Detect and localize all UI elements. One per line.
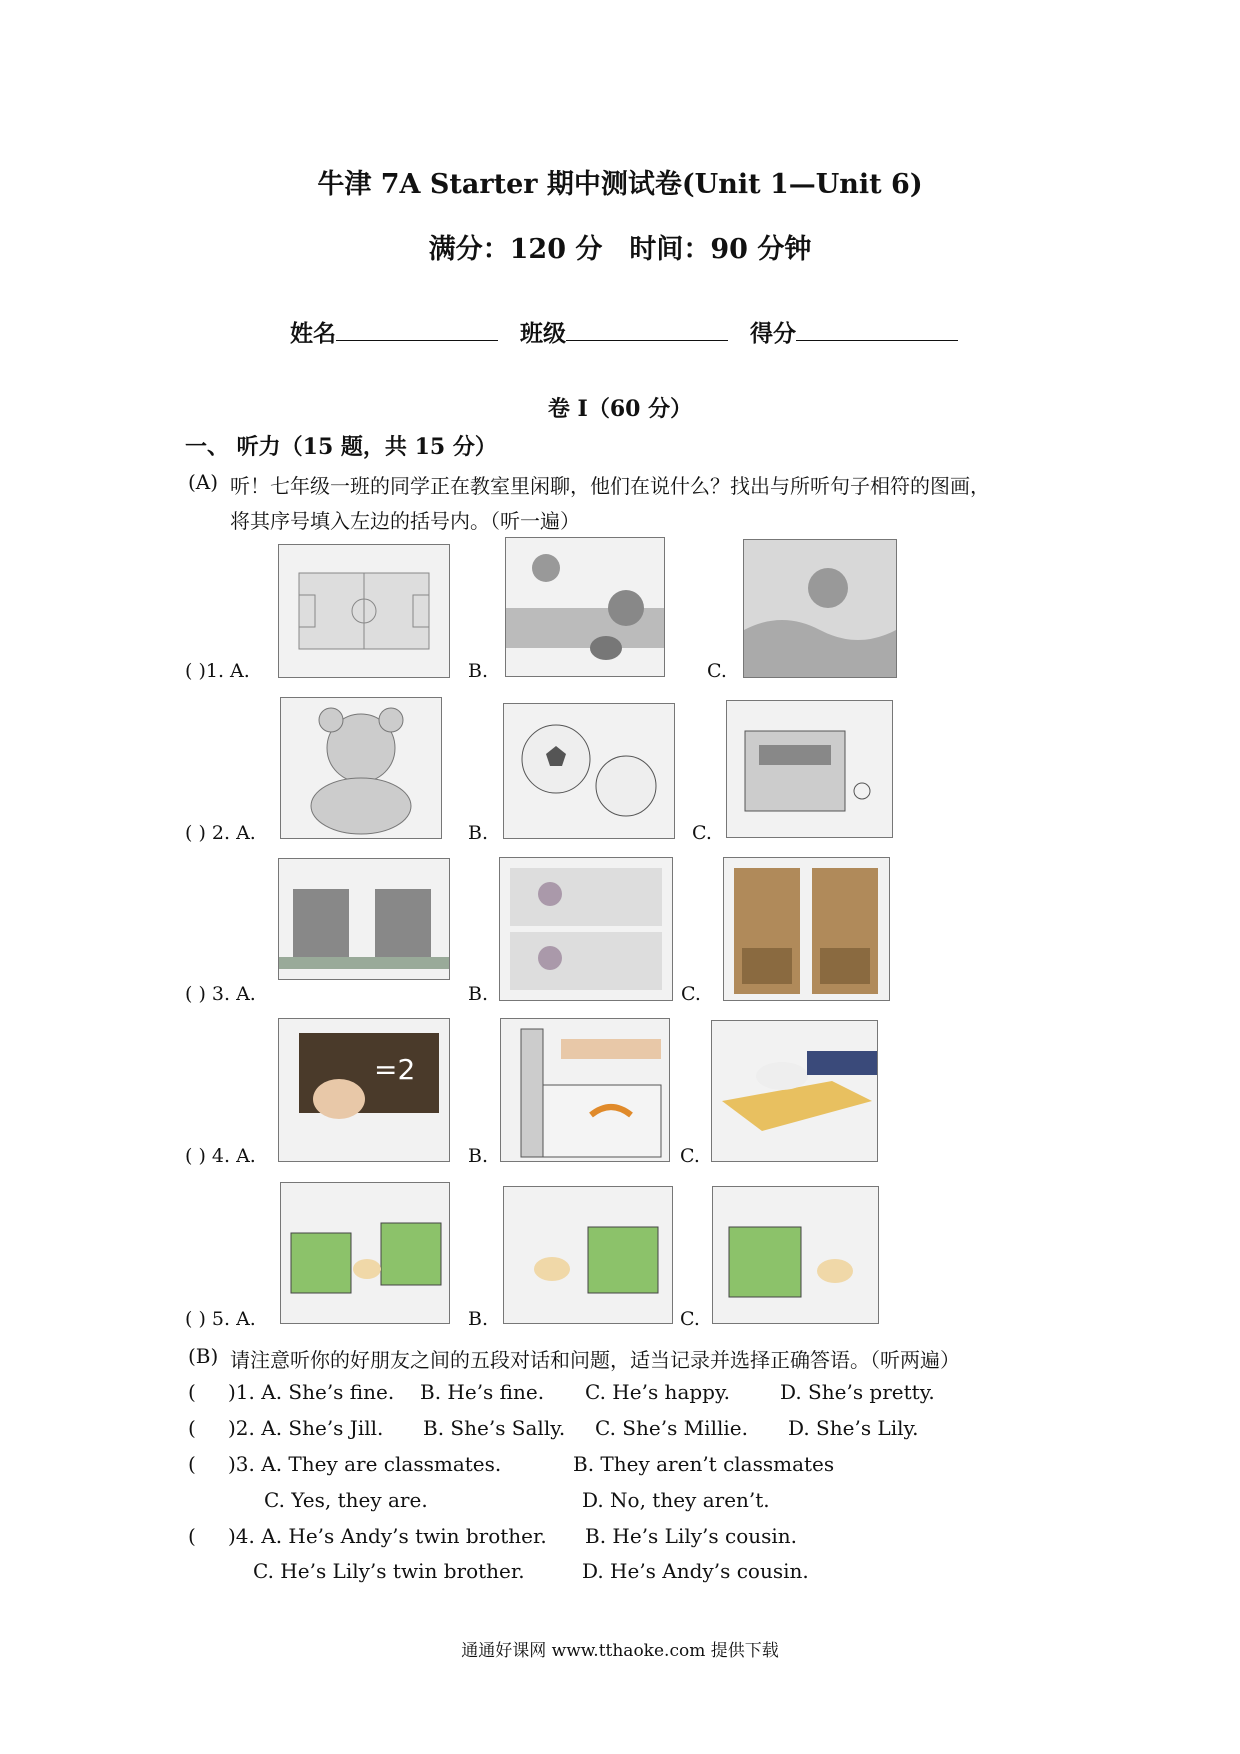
picture-football-field	[278, 544, 450, 678]
b4-paren: (	[188, 1524, 196, 1548]
picture-cassette-player	[726, 700, 893, 838]
part-b-label: (B)	[188, 1344, 219, 1368]
b3-option-d: D. No, they aren’t.	[582, 1488, 770, 1512]
b1-paren: (	[188, 1380, 196, 1404]
footer-credit: 通通好课网 www.tthaoke.com 提供下载	[461, 1641, 779, 1661]
question-3-option-b: B.	[468, 983, 489, 1005]
svg-text:=2: =2	[374, 1053, 416, 1086]
picture-soccer-balls	[503, 703, 675, 839]
picture-offices	[499, 857, 673, 1001]
b4-option-a: )4. A. He’s Andy’s twin brother.	[228, 1524, 547, 1548]
question-2-label: ( ) 2. A.	[185, 822, 256, 844]
score-blank[interactable]	[796, 320, 958, 341]
question-2-option-c: C.	[692, 822, 712, 844]
b3-option-c: C. Yes, they are.	[264, 1488, 428, 1512]
picture-swimming	[743, 539, 897, 678]
question-5-option-b: B.	[468, 1308, 489, 1330]
b3-paren: (	[188, 1452, 196, 1476]
question-1-option-b: B.	[468, 660, 489, 682]
question-4-option-c: C.	[680, 1145, 700, 1167]
question-3-option-c: C.	[681, 983, 701, 1005]
b1-option-d: D. She’s pretty.	[780, 1380, 935, 1404]
name-label: 姓名	[290, 320, 336, 347]
picture-table-tennis	[505, 537, 665, 677]
b3-option-b: B. They aren’t classmates	[573, 1452, 835, 1476]
student-info-row	[290, 315, 972, 348]
b2-option-a: )2. A. She’s Jill.	[228, 1416, 384, 1440]
part-a-instruction-1: 听！七年级一班的同学正在教室里闲聊，他们在说什么？找出与所听句子相符的图画，	[230, 474, 990, 498]
page-title: 牛津 7A Starter 期中测试卷(Unit 1—Unit 6)	[317, 169, 923, 200]
picture-dog-beside-box	[503, 1186, 673, 1324]
name-blank[interactable]	[336, 320, 498, 341]
b4-option-d: D. He’s Andy’s cousin.	[582, 1559, 809, 1583]
b3-option-a: )3. A. They are classmates.	[228, 1452, 502, 1476]
picture-school-buildings	[278, 858, 450, 980]
picture-open-window	[500, 1018, 670, 1162]
paper-label: 卷 I（60 分）	[547, 396, 693, 422]
score-time-line: 满分：120 分 时间：90 分钟	[428, 234, 812, 265]
question-2-option-b: B.	[468, 822, 489, 844]
question-5-option-c: C.	[680, 1308, 700, 1330]
part-b-instruction: 请注意听你的好朋友之间的五段对话和问题，适当记录并选择正确答语。（听两遍）	[230, 1348, 960, 1372]
part-a-instruction-2: 将其序号填入左边的括号内。（听一遍）	[230, 509, 580, 533]
picture-toilet-doors	[723, 857, 890, 1001]
score-label: 得分	[750, 320, 797, 347]
question-1-label: ( )1. A.	[185, 660, 250, 682]
picture-dog-behind-box	[712, 1186, 879, 1324]
b2-paren: (	[188, 1416, 196, 1440]
class-label: 班级	[520, 320, 567, 347]
picture-clean-desk	[711, 1020, 878, 1162]
b2-option-b: B. She’s Sally.	[423, 1416, 566, 1440]
b1-option-b: B. He’s fine.	[420, 1380, 545, 1404]
picture-dog-between-boxes	[280, 1182, 450, 1324]
question-5-label: ( ) 5. A.	[185, 1308, 256, 1330]
picture-clean-blackboard	[278, 1018, 450, 1162]
b1-option-c: C. He’s happy.	[585, 1380, 730, 1404]
b2-option-d: D. She’s Lily.	[788, 1416, 919, 1440]
question-4-option-b: B.	[468, 1145, 489, 1167]
picture-teddy-bear	[280, 697, 442, 839]
question-3-label: ( ) 3. A.	[185, 983, 256, 1005]
class-blank[interactable]	[566, 320, 728, 341]
question-4-label: ( ) 4. A.	[185, 1145, 256, 1167]
b4-option-b: B. He’s Lily’s cousin.	[585, 1524, 798, 1548]
section-title: 一、 听力（15 题，共 15 分）	[185, 434, 497, 460]
b2-option-c: C. She’s Millie.	[595, 1416, 748, 1440]
b4-option-c: C. He’s Lily’s twin brother.	[253, 1559, 525, 1583]
question-1-option-c: C.	[707, 660, 727, 682]
b1-option-a: )1. A. She’s fine.	[228, 1380, 395, 1404]
part-a-label: (A)	[188, 470, 219, 494]
